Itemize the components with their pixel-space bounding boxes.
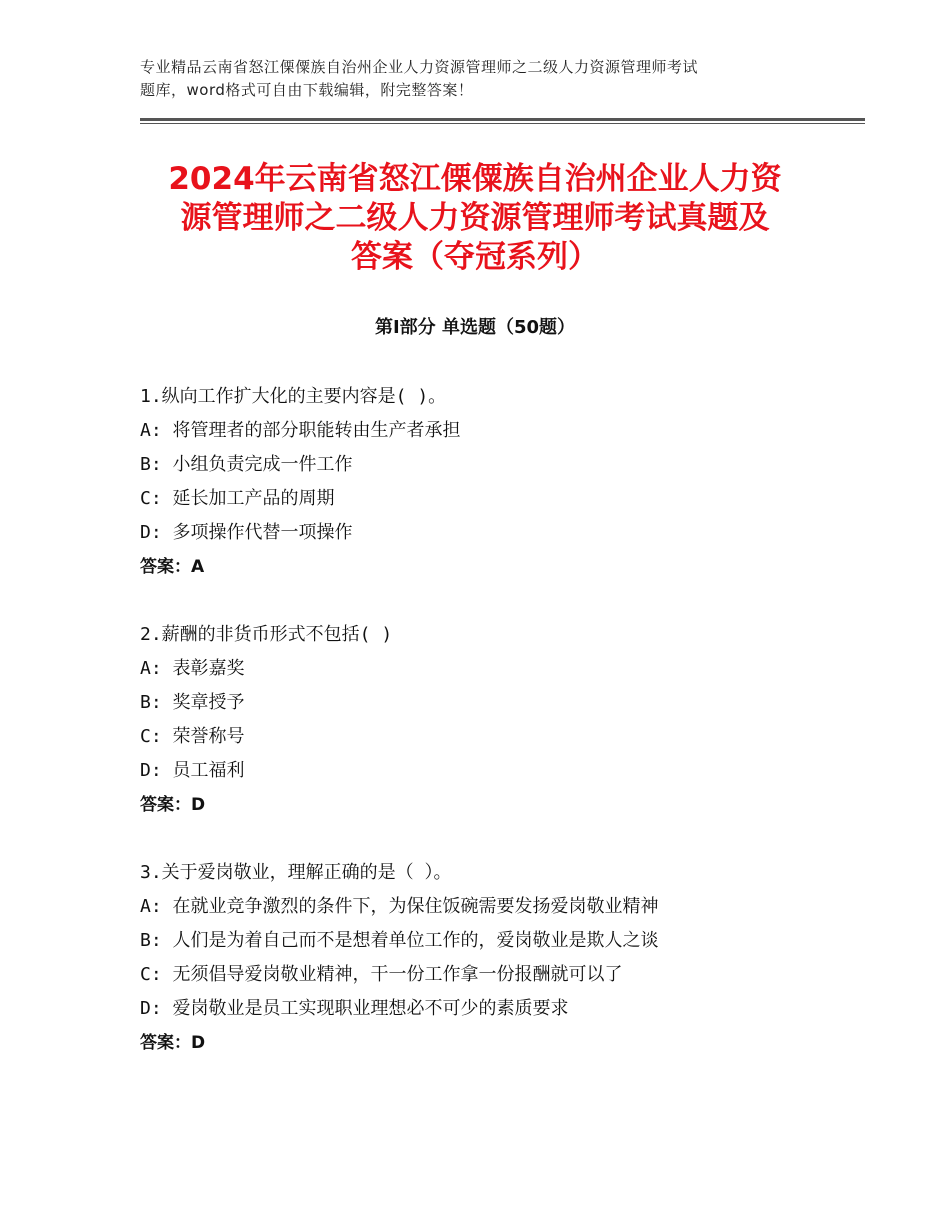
option-c: C: 延长加工产品的周期: [140, 488, 335, 509]
question-stem: 3.关于爱岗敬业，理解正确的是（ ）。: [140, 862, 452, 883]
document-title: [120, 160, 830, 277]
option-c: C: 无须倡导爱岗敬业精神，干一份工作拿一份报酬就可以了: [140, 964, 623, 985]
header-note: [140, 56, 820, 102]
answer: 答案：D: [140, 795, 206, 815]
header-divider-thick: [140, 118, 865, 121]
document-title-line-3: 答案（夺冠系列）: [351, 239, 599, 275]
option-a: A: 表彰嘉奖: [140, 658, 245, 679]
question-stem: 2.薪酬的非货币形式不包括( ): [140, 624, 393, 645]
option-d: D: 多项操作代替一项操作: [140, 522, 353, 543]
header-note-line-2: 题库，word格式可自由下载编辑，附完整答案！: [140, 81, 474, 99]
question-3: [140, 856, 860, 1060]
option-b: B: 奖章授予: [140, 692, 245, 713]
document-title-line-2: 源管理师之二级人力资源管理师考试真题及: [180, 200, 770, 236]
question-2: [140, 618, 860, 822]
question-stem: 1.纵向工作扩大化的主要内容是( )。: [140, 386, 447, 407]
option-d: D: 爱岗敬业是员工实现职业理想必不可少的素质要求: [140, 998, 569, 1019]
header-divider-thin: [140, 123, 865, 124]
answer: 答案：D: [140, 1033, 206, 1053]
option-c: C: 荣誉称号: [140, 726, 245, 747]
option-a: A: 将管理者的部分职能转由生产者承担: [140, 420, 461, 441]
option-a: A: 在就业竞争激烈的条件下，为保住饭碗需要发扬爱岗敬业精神: [140, 896, 659, 917]
section-heading: 第Ⅰ部分 单选题（50题）: [374, 317, 575, 338]
option-b: B: 小组负责完成一件工作: [140, 454, 353, 475]
option-b: B: 人们是为着自己而不是想着单位工作的，爱岗敬业是欺人之谈: [140, 930, 659, 951]
option-d: D: 员工福利: [140, 760, 245, 781]
document-title-line-1: 2024年云南省怒江傈僳族自治州企业人力资: [168, 161, 782, 197]
question-list: [140, 380, 860, 1094]
question-1: [140, 380, 860, 584]
answer: 答案：A: [140, 557, 205, 577]
header-note-line-1: 专业精品云南省怒江傈僳族自治州企业人力资源管理师之二级人力资源管理师考试: [140, 58, 699, 76]
